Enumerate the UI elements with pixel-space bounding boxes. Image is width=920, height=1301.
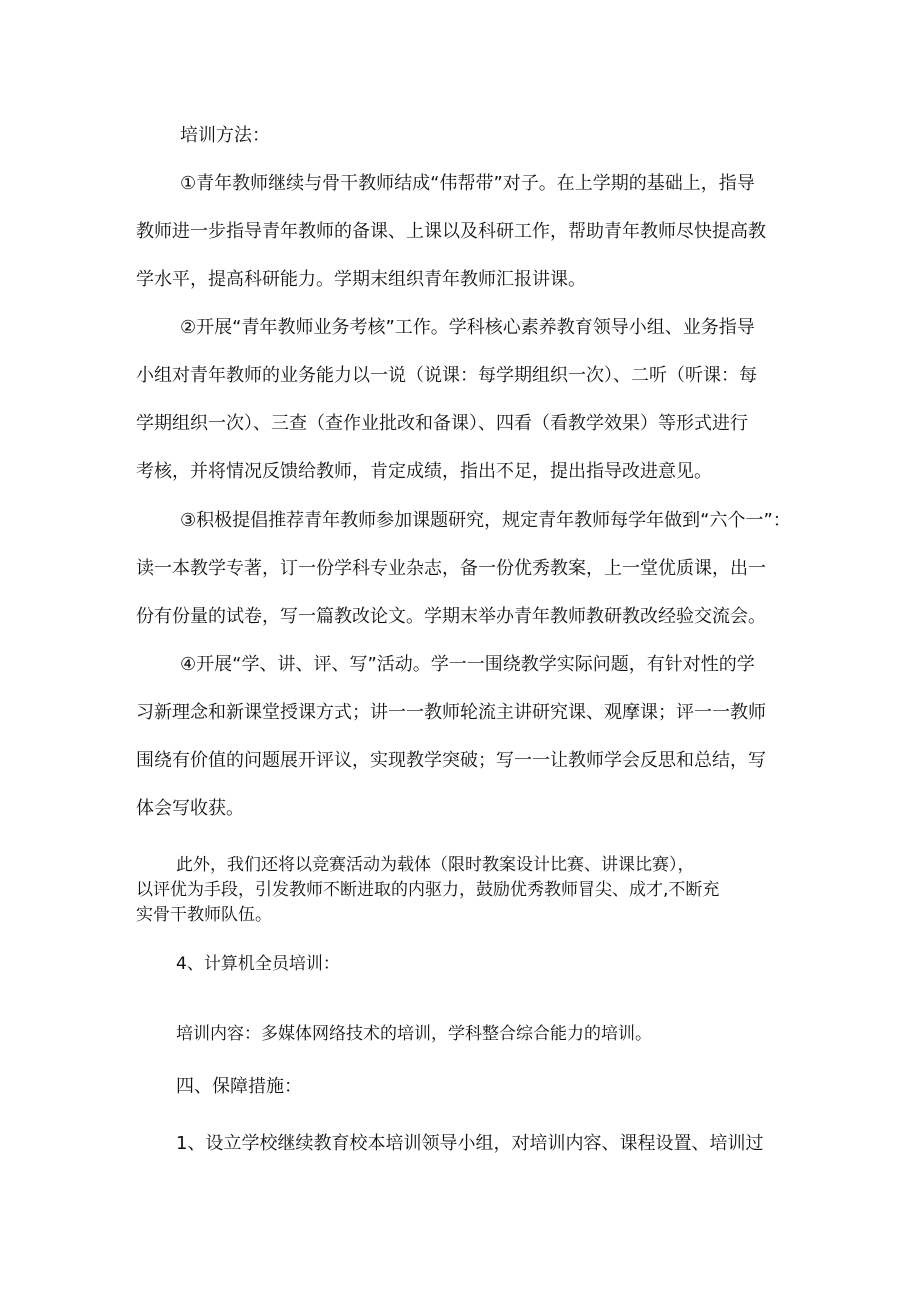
training-content: 培训内容：多媒体网络技术的培训，学科整合综合能力的培训。 bbox=[176, 1024, 652, 1044]
para-5-line-1: 此外，我们还将以竞赛活动为载体（限时教案设计比赛、讲课比赛）， bbox=[176, 855, 695, 875]
section-4-heading: 4、计算机全员培训： bbox=[176, 954, 340, 974]
para-4-line-3: 围绕有价值的问题展开评议，实现教学突破；写一一让教师学会反思和总结，写 bbox=[136, 750, 766, 771]
para-5-line-3: 实骨干教师队伍。 bbox=[136, 905, 272, 925]
para-4-line-1: ④开展“学、讲、评、写”活动。学一一围绕教学实际问题，有针对性的学 bbox=[180, 654, 755, 675]
para-2-line-3: 学期组织一次）、三查（查作业批改和备课）、四看（看教学效果）等形式进行 bbox=[136, 413, 748, 434]
para-3-line-2: 读一本教学专著，订一份学科专业杂志，备一份优秀教案，上一堂优质课，出一 bbox=[136, 558, 766, 579]
para-3-line-1: ③积极提倡推荐青年教师参加课题研究，规定青年教师每学年做到“六个一”： bbox=[180, 510, 791, 531]
section-iv-heading: 四、保障措施： bbox=[176, 1076, 302, 1097]
para-3-line-3: 份有份量的试卷，写一篇教改论文。学期末举办青年教师教研教改经验交流会。 bbox=[136, 606, 766, 627]
heading-training-methods: 培训方法： bbox=[180, 125, 270, 146]
para-2-line-2: 小组对青年教师的业务能力以一说（说课：每学期组织一次）、二听（听课：每 bbox=[136, 365, 757, 386]
para-2-line-1: ②开展“青年教师业务考核”工作。学科核心素养教育领导小组、业务指导 bbox=[180, 317, 755, 338]
para-5-line-2: 以评优为手段，引发教师不断进取的内驱力，鼓励优秀教师冒尖、成才,不断充 bbox=[136, 880, 720, 900]
para-1-line-3: 学水平，提高科研能力。学期末组织青年教师汇报讲课。 bbox=[136, 269, 586, 290]
para-1-line-2: 教师进一步指导青年教师的备课、上课以及科研工作，帮助青年教师尽快提高教 bbox=[136, 221, 766, 242]
para-2-line-4: 考核，并将情况反馈给教师，肯定成绩，指出不足，提出指导改进意见。 bbox=[136, 461, 712, 482]
measure-1: 1、设立学校继续教育校本培训领导小组，对培训内容、课程设置、培训过 bbox=[176, 1133, 764, 1154]
para-4-line-4: 体会写收获。 bbox=[136, 798, 244, 819]
para-4-line-2: 习新理念和新课堂授课方式；讲一一教师轮流主讲研究课、观摩课；评一一教师 bbox=[136, 702, 766, 723]
para-1-line-1: ①青年教师继续与骨干教师结成“伟帮带”对子。在上学期的基础上，指导 bbox=[180, 173, 755, 194]
